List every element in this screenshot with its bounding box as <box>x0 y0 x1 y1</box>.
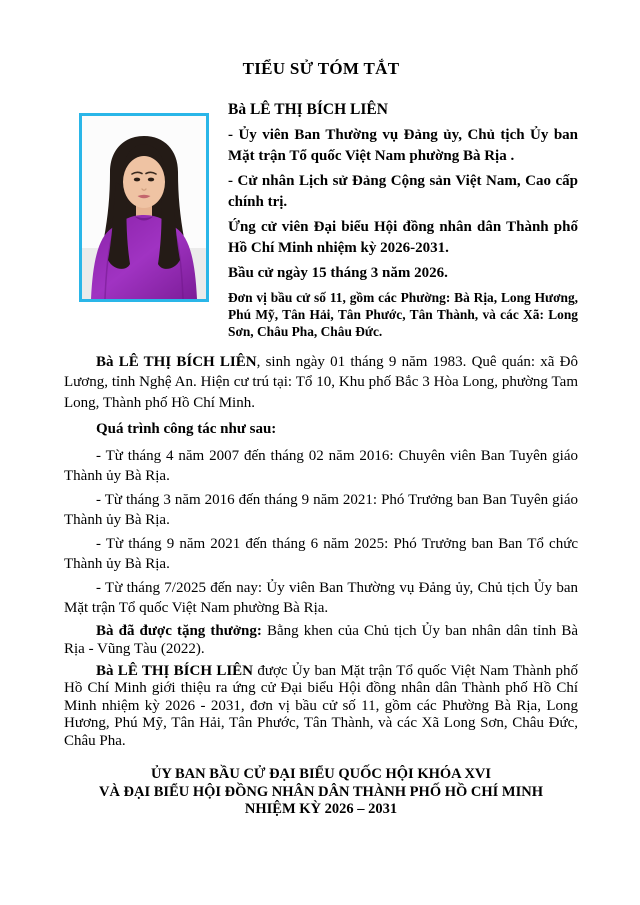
profile-section <box>64 100 578 340</box>
career-item: - Từ tháng 3 năm 2016 đến tháng 9 năm 2021: Phó Trưởng ban Ban Tuyên giáo Thành ủy Bà Rịa. <box>64 491 578 528</box>
candidate-name: Bà LÊ THỊ BÍCH LIÊN <box>228 101 388 118</box>
award-label: Bà đã được tặng thưởng: <box>96 622 262 639</box>
nomination-paragraph <box>64 663 578 751</box>
election-date-line: Bầu cử ngày 15 tháng 3 năm 2026. <box>228 265 448 281</box>
award-paragraph <box>64 622 578 659</box>
career-item: - Từ tháng 7/2025 đến nay: Ủy viên Ban Thường vụ Đảng ủy, Chủ tịch Ủy ban Mặt trận Tổ quốc Việt Nam phường Bà Rịa. <box>64 579 578 616</box>
footer-line-2: VÀ ĐẠI BIỂU HỘI ĐỒNG NHÂN DÂN THÀNH PHỐ HỒ CHÍ MINH <box>98 783 544 800</box>
award-rest: Bằng khen của Chủ tịch Ủy ban nhân dân tỉnh Bà Rịa - Vũng Tàu (2022). <box>64 622 579 657</box>
biography-body <box>64 352 578 751</box>
district-line: Đơn vị bầu cử số 11, gồm các Phường: Bà Rịa, Long Hương, Phú Mỹ, Tân Hải, Tân Phước, Tân Thành, và các Xã: Long Sơn, Châu Pha, Châu Đức. <box>228 289 578 339</box>
candidate-info <box>209 100 578 340</box>
intro-name: Bà LÊ THỊ BÍCH LIÊN <box>96 353 257 370</box>
footer-line-3: NHIỆM KỲ 2026 – 2031 <box>244 801 398 817</box>
career-item: - Từ tháng 4 năm 2007 đến tháng 02 năm 2016: Chuyên viên Ban Tuyên giáo Thành ủy Bà Rịa. <box>64 447 578 484</box>
candidacy-line: Ứng cử viên Đại biểu Hội đồng nhân dân Thành phố Hồ Chí Minh nhiệm kỳ 2026-2031. <box>228 219 578 256</box>
portrait-photo-graphic <box>82 116 206 299</box>
nomination-rest: được Ủy ban Mặt trận Tổ quốc Việt Nam Thành phố Hồ Chí Minh giới thiệu ra ứng cử Đại biểu Hội đồng nhân dân Thành phố Hồ Chí Minh nhiệm kỳ 2026 - 2031, đơn vị bầu cử số 11, gồm các Phường Bà Rịa, Long Hương, Phú Mỹ, Tân Hải, Tân Phước, Tân Thành, và các Xã Long Sơn, Châu Đức, Châu Pha. <box>64 662 578 749</box>
intro-paragraph <box>64 352 578 414</box>
candidate-photo <box>79 113 209 302</box>
footer-line-1: ỦY BAN BẦU CỬ ĐẠI BIỂU QUỐC HỘI KHÓA XVI <box>150 766 492 782</box>
nomination-name: Bà LÊ THỊ BÍCH LIÊN <box>96 662 254 679</box>
election-committee-footer <box>64 766 578 819</box>
intro-rest: , sinh ngày 01 tháng 9 năm 1983. Quê quán: xã Đô Lương, tỉnh Nghệ An. Hiện cư trú tại: Tổ 10, Khu phố Bắc 3 Hòa Long, phường Tam Long, Thành phố Hồ Chí Minh. <box>64 353 578 411</box>
career-item: - Từ tháng 9 năm 2021 đến tháng 6 năm 2025: Phó Trưởng ban Ban Tổ chức Thành ủy Bà Rịa. <box>64 535 578 572</box>
career-heading: Quá trình công tác như sau: <box>96 421 277 437</box>
position-line: - Ủy viên Ban Thường vụ Đảng ủy, Chủ tịch Ủy ban Mặt trận Tổ quốc Việt Nam phường Bà Rịa . <box>228 127 578 164</box>
education-line: - Cử nhân Lịch sử Đảng Cộng sản Việt Nam, Cao cấp chính trị. <box>228 173 578 210</box>
page-title: TIỂU SỬ TÓM TẮT <box>242 59 400 78</box>
